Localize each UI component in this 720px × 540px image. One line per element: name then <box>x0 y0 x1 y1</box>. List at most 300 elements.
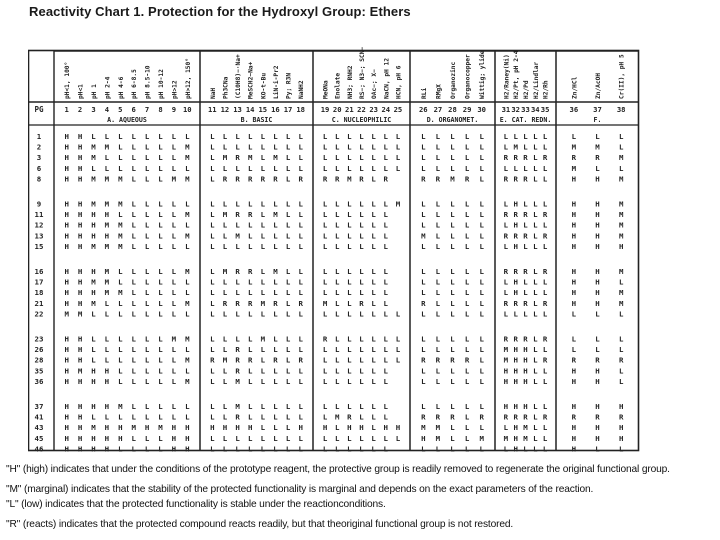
table-cell: L <box>435 231 441 241</box>
table-cell: L <box>347 402 352 411</box>
table-cell: M <box>503 355 509 365</box>
table-cell: L <box>260 231 266 241</box>
table-cell: L <box>144 309 150 319</box>
table-cell: L <box>503 220 509 230</box>
table-cell: L <box>383 132 389 141</box>
table-cell: L <box>450 231 455 241</box>
table-cell: L <box>131 345 136 355</box>
table-cell: L <box>503 277 509 287</box>
table-cell: L <box>334 163 340 173</box>
table-cell: L <box>435 241 441 251</box>
table-cell: L <box>104 163 110 173</box>
table-cell: L <box>222 402 228 411</box>
table-cell: L <box>371 267 376 276</box>
table-cell: L <box>479 376 484 386</box>
table-cell: L <box>334 288 340 298</box>
table-cell: H <box>104 402 110 411</box>
table-cell: L <box>347 241 352 251</box>
table-cell: L <box>222 309 228 319</box>
table-cell: L <box>435 366 441 376</box>
table-cell: L <box>247 345 253 355</box>
table-cell: L <box>542 433 548 443</box>
table-cell: H <box>91 220 96 230</box>
table-cell: H <box>77 402 83 411</box>
table-cell: L <box>464 210 470 220</box>
table-cell: L <box>359 163 364 173</box>
table-cell: H <box>571 220 577 230</box>
reactivity-table <box>28 22 640 452</box>
table-cell: M <box>435 433 441 443</box>
table-cell: L <box>395 153 401 163</box>
table-cell: L <box>479 355 484 365</box>
table-cell: L <box>479 210 484 220</box>
table-cell: L <box>359 376 364 386</box>
table-cell: L <box>359 444 364 452</box>
table-cell: L <box>171 309 177 319</box>
table-cell: L <box>260 444 266 452</box>
table-cell: L <box>334 241 340 251</box>
table-cell: L <box>571 345 577 355</box>
row-pg-label: 6 <box>36 163 42 173</box>
table-cell: L <box>479 153 484 163</box>
table-cell: R <box>513 174 518 184</box>
table-cell: L <box>285 366 291 376</box>
table-cell: L <box>91 355 96 365</box>
table-cell: H <box>595 277 600 287</box>
table-cell: L <box>185 402 190 411</box>
table-cell: L <box>131 334 136 344</box>
table-cell: L <box>260 132 266 141</box>
table-cell: L <box>131 402 136 411</box>
column-number: 31 <box>501 105 511 114</box>
row-pg-label: 17 <box>34 277 44 287</box>
table-cell: L <box>144 345 150 355</box>
table-cell: L <box>222 412 228 422</box>
column-number: 21 <box>345 105 354 114</box>
table-cell: L <box>371 277 376 287</box>
table-cell: L <box>131 298 136 308</box>
table-cell: L <box>618 334 624 344</box>
group-label: E. CAT. REDN. <box>499 116 552 124</box>
table-cell: H <box>77 153 83 163</box>
table-cell: L <box>171 355 177 365</box>
table-cell: M <box>595 142 600 152</box>
table-cell: L <box>533 277 538 287</box>
table-cell: H <box>64 288 69 298</box>
table-cell: H <box>571 423 577 433</box>
table-cell: L <box>523 132 528 141</box>
table-cell: H <box>571 231 577 241</box>
table-cell: M <box>222 210 228 220</box>
table-cell: M <box>91 142 96 152</box>
table-cell: L <box>171 288 177 298</box>
table-cell: R <box>421 412 426 422</box>
table-cell: L <box>371 309 376 319</box>
table-cell: L <box>479 163 484 173</box>
table-cell: L <box>359 220 364 230</box>
table-cell: M <box>260 298 266 308</box>
table-cell: R <box>618 355 624 365</box>
table-cell: L <box>450 163 455 173</box>
table-cell: H <box>104 366 110 376</box>
table-cell: L <box>285 288 291 298</box>
table-cell: L <box>210 433 215 443</box>
table-cell: L <box>210 267 215 276</box>
row-pg-label: 13 <box>34 231 44 241</box>
table-cell: L <box>450 277 455 287</box>
table-cell: M <box>171 174 177 184</box>
column-reagent-label: Organozinc <box>450 61 457 99</box>
table-cell: L <box>383 277 389 287</box>
table-cell: H <box>64 423 69 433</box>
table-cell: L <box>260 220 266 230</box>
table-cell: L <box>395 132 401 141</box>
table-cell: H <box>513 444 518 452</box>
table-cell: L <box>359 412 364 422</box>
row-pg-label: 43 <box>34 423 44 433</box>
table-cell: H <box>185 444 190 452</box>
table-cell: H <box>513 366 518 376</box>
table-cell: L <box>383 355 389 365</box>
table-cell: H <box>77 412 83 422</box>
table-cell: L <box>247 402 253 411</box>
table-cell: R <box>359 174 364 184</box>
table-cell: R <box>523 334 528 344</box>
table-cell: L <box>322 288 328 298</box>
table-cell: L <box>464 334 470 344</box>
table-cell: L <box>210 376 215 386</box>
table-cell: L <box>131 412 136 422</box>
table-cell: H <box>104 433 110 443</box>
table-cell: H <box>618 423 624 433</box>
table-cell: L <box>533 366 538 376</box>
table-cell: H <box>91 288 96 298</box>
table-cell: L <box>347 210 352 220</box>
table-cell: H <box>104 444 110 452</box>
column-number: 24 <box>381 105 391 114</box>
table-cell: H <box>64 334 69 344</box>
table-cell: R <box>222 174 228 184</box>
table-cell: H <box>91 210 96 220</box>
table-cell: L <box>359 366 364 376</box>
table-cell: L <box>118 298 123 308</box>
table-cell: L <box>144 132 150 141</box>
table-cell: H <box>618 402 624 411</box>
table-cell: L <box>210 366 215 376</box>
table-cell: H <box>595 402 600 411</box>
table-cell: H <box>77 277 83 287</box>
column-number: 5 <box>118 105 123 114</box>
table-cell: L <box>503 423 509 433</box>
table-cell: L <box>421 366 426 376</box>
table-cell: L <box>222 288 228 298</box>
table-cell: L <box>371 142 376 152</box>
table-cell: R <box>435 412 441 422</box>
table-cell: L <box>533 288 538 298</box>
table-cell: L <box>298 366 303 376</box>
table-cell: L <box>435 309 441 319</box>
table-cell: L <box>118 366 123 376</box>
table-cell: R <box>260 174 266 184</box>
column-reagent-label: MeSCH2−Na+ <box>247 61 255 99</box>
table-cell: M <box>118 220 123 230</box>
table-cell: R <box>513 267 518 276</box>
table-cell: H <box>523 355 528 365</box>
table-cell: L <box>322 355 328 365</box>
table-cell: H <box>595 267 600 276</box>
table-cell: M <box>571 142 577 152</box>
column-reagent-label: KO-t-Bu <box>260 72 268 99</box>
table-cell: M <box>104 267 110 276</box>
table-cell: R <box>523 298 528 308</box>
table-cell: L <box>450 153 455 163</box>
table-cell: H <box>64 241 69 251</box>
column-reagent-label: OAc−; X− <box>371 69 379 99</box>
table-cell: H <box>64 142 69 152</box>
table-cell: H <box>91 267 96 276</box>
table-cell: L <box>503 142 509 152</box>
table-cell: L <box>222 433 228 443</box>
column-number: 28 <box>448 105 457 114</box>
table-cell: L <box>273 220 278 230</box>
table-cell: L <box>273 366 278 376</box>
table-cell: L <box>144 210 150 220</box>
table-cell: L <box>260 241 266 251</box>
table-cell: L <box>479 366 484 376</box>
table-cell: L <box>334 345 340 355</box>
group-label: C. NUCLEOPHILIC <box>331 116 392 124</box>
table-cell: L <box>322 163 328 173</box>
table-cell: M <box>322 298 328 308</box>
table-cell: R <box>435 174 441 184</box>
table-cell: R <box>523 412 528 422</box>
table-cell: L <box>383 412 389 422</box>
table-cell: M <box>185 231 190 241</box>
table-cell: L <box>383 345 389 355</box>
table-cell: L <box>171 402 177 411</box>
column-reagent-label: HCN, pH 6 <box>395 65 403 99</box>
table-cell: L <box>273 163 278 173</box>
table-cell: L <box>247 142 253 152</box>
table-cell: L <box>144 334 150 344</box>
table-cell: M <box>222 355 228 365</box>
table-cell: H <box>571 174 577 184</box>
column-number: 33 <box>521 105 530 114</box>
table-cell: H <box>77 433 83 443</box>
table-cell: L <box>618 309 624 319</box>
row-pg-label: 22 <box>34 309 44 319</box>
table-cell: R <box>421 298 426 308</box>
table-cell: L <box>285 402 291 411</box>
table-cell: L <box>533 298 538 308</box>
row-pg-label: 36 <box>34 376 44 386</box>
table-cell: L <box>131 267 136 276</box>
table-cell: L <box>104 309 110 319</box>
table-cell: L <box>158 402 163 411</box>
table-cell: L <box>158 376 163 386</box>
table-cell: R <box>235 412 240 422</box>
table-cell: R <box>464 355 470 365</box>
table-cell: R <box>479 412 484 422</box>
table-cell: L <box>118 376 123 386</box>
table-cell: L <box>131 277 136 287</box>
table-cell: L <box>395 334 401 344</box>
row-header-label: PG <box>34 105 44 114</box>
table-cell: L <box>322 412 328 422</box>
table-cell: L <box>533 210 538 220</box>
table-cell: L <box>542 444 548 452</box>
table-cell: L <box>371 199 376 209</box>
column-reagent-label: Enolate <box>334 72 342 99</box>
column-number: 36 <box>569 105 579 114</box>
table-cell: M <box>185 174 190 184</box>
column-reagent-label: pH 8.5-10 <box>144 65 152 99</box>
table-cell: L <box>144 412 150 422</box>
table-cell: L <box>371 366 376 376</box>
table-cell: L <box>158 220 163 230</box>
table-cell: L <box>235 132 240 141</box>
table-cell: L <box>503 444 509 452</box>
table-cell: L <box>450 402 455 411</box>
table-cell: M <box>571 163 577 173</box>
table-cell: L <box>131 241 136 251</box>
table-cell: R <box>247 210 253 220</box>
table-cell: L <box>371 345 376 355</box>
row-pg-label: 15 <box>34 241 44 251</box>
table-cell: L <box>542 199 548 209</box>
table-cell: L <box>450 267 455 276</box>
table-cell: R <box>235 153 240 163</box>
table-cell: M <box>222 267 228 276</box>
table-cell: L <box>222 163 228 173</box>
table-cell: L <box>347 153 352 163</box>
table-cell: L <box>435 210 441 220</box>
table-cell: L <box>450 132 455 141</box>
table-cell: L <box>371 444 376 452</box>
table-cell: L <box>618 132 624 141</box>
table-cell: R <box>513 210 518 220</box>
table-cell: L <box>260 402 266 411</box>
table-cell: L <box>298 231 303 241</box>
table-cell: L <box>158 174 163 184</box>
table-cell: L <box>421 210 426 220</box>
table-cell: L <box>503 288 509 298</box>
table-cell: L <box>450 309 455 319</box>
table-cell: L <box>334 220 340 230</box>
table-cell: L <box>171 376 177 386</box>
table-cell: L <box>464 376 470 386</box>
table-cell: L <box>118 334 123 344</box>
table-cell: R <box>503 298 509 308</box>
table-cell: L <box>450 444 455 452</box>
table-cell: L <box>464 153 470 163</box>
table-cell: L <box>298 163 303 173</box>
table-cell: M <box>618 298 624 308</box>
table-cell: H <box>91 376 96 386</box>
table-cell: L <box>322 241 328 251</box>
row-pg-label: 46 <box>34 444 44 452</box>
table-cell: R <box>513 298 518 308</box>
table-cell: L <box>118 309 123 319</box>
table-cell: L <box>371 231 376 241</box>
table-cell: L <box>347 444 352 452</box>
table-cell: R <box>523 174 528 184</box>
table-cell: R <box>298 298 303 308</box>
table-cell: M <box>618 267 624 276</box>
table-cell: L <box>158 412 163 422</box>
table-cell: R <box>464 174 470 184</box>
table-cell: L <box>260 423 266 433</box>
table-cell: L <box>158 231 163 241</box>
table-cell: H <box>171 423 177 433</box>
column-reagent-label: H2/Raney(Ni) <box>503 54 511 99</box>
table-cell: L <box>273 444 278 452</box>
column-reagent-label: H2/Rh <box>542 80 550 99</box>
group-label: B. BASIC <box>240 116 273 124</box>
table-cell: H <box>571 210 577 220</box>
table-cell: L <box>171 267 177 276</box>
table-cell: L <box>464 132 470 141</box>
table-cell: L <box>131 142 136 152</box>
table-cell: R <box>235 174 240 184</box>
table-cell: M <box>421 231 426 241</box>
table-cell: L <box>144 199 150 209</box>
table-cell: L <box>421 153 426 163</box>
table-cell: L <box>479 444 484 452</box>
table-cell: H <box>595 174 600 184</box>
table-cell: H <box>247 423 253 433</box>
table-cell: L <box>334 277 340 287</box>
table-cell: L <box>503 241 509 251</box>
table-cell: M <box>77 309 83 319</box>
table-cell: R <box>247 355 253 365</box>
table-cell: L <box>222 241 228 251</box>
table-cell: L <box>383 298 389 308</box>
table-cell: R <box>235 345 240 355</box>
table-cell: L <box>450 376 455 386</box>
table-cell: M <box>395 199 401 209</box>
table-cell: M <box>118 402 123 411</box>
table-cell: M <box>185 376 190 386</box>
table-cell: L <box>144 277 150 287</box>
table-cell: R <box>503 231 509 241</box>
table-cell: R <box>513 153 518 163</box>
table-cell: M <box>118 288 123 298</box>
table-cell: L <box>347 376 352 386</box>
row-pg-label: 18 <box>34 288 44 298</box>
table-cell: L <box>533 142 538 152</box>
table-cell: L <box>421 267 426 276</box>
table-cell: L <box>595 334 600 344</box>
table-cell: H <box>64 444 69 452</box>
table-cell: L <box>235 220 240 230</box>
table-cell: L <box>144 142 150 152</box>
table-cell: L <box>158 298 163 308</box>
table-cell: L <box>334 231 340 241</box>
table-cell: L <box>395 433 401 443</box>
table-cell: L <box>285 163 291 173</box>
table-cell: L <box>395 345 401 355</box>
table-cell: L <box>222 444 228 452</box>
table-cell: L <box>273 309 278 319</box>
table-cell: R <box>523 267 528 276</box>
table-cell: R <box>523 153 528 163</box>
table-cell: L <box>235 241 240 251</box>
table-cell: L <box>479 309 484 319</box>
table-cell: L <box>334 334 340 344</box>
table-cell: L <box>104 153 110 163</box>
table-cell: L <box>273 376 278 386</box>
